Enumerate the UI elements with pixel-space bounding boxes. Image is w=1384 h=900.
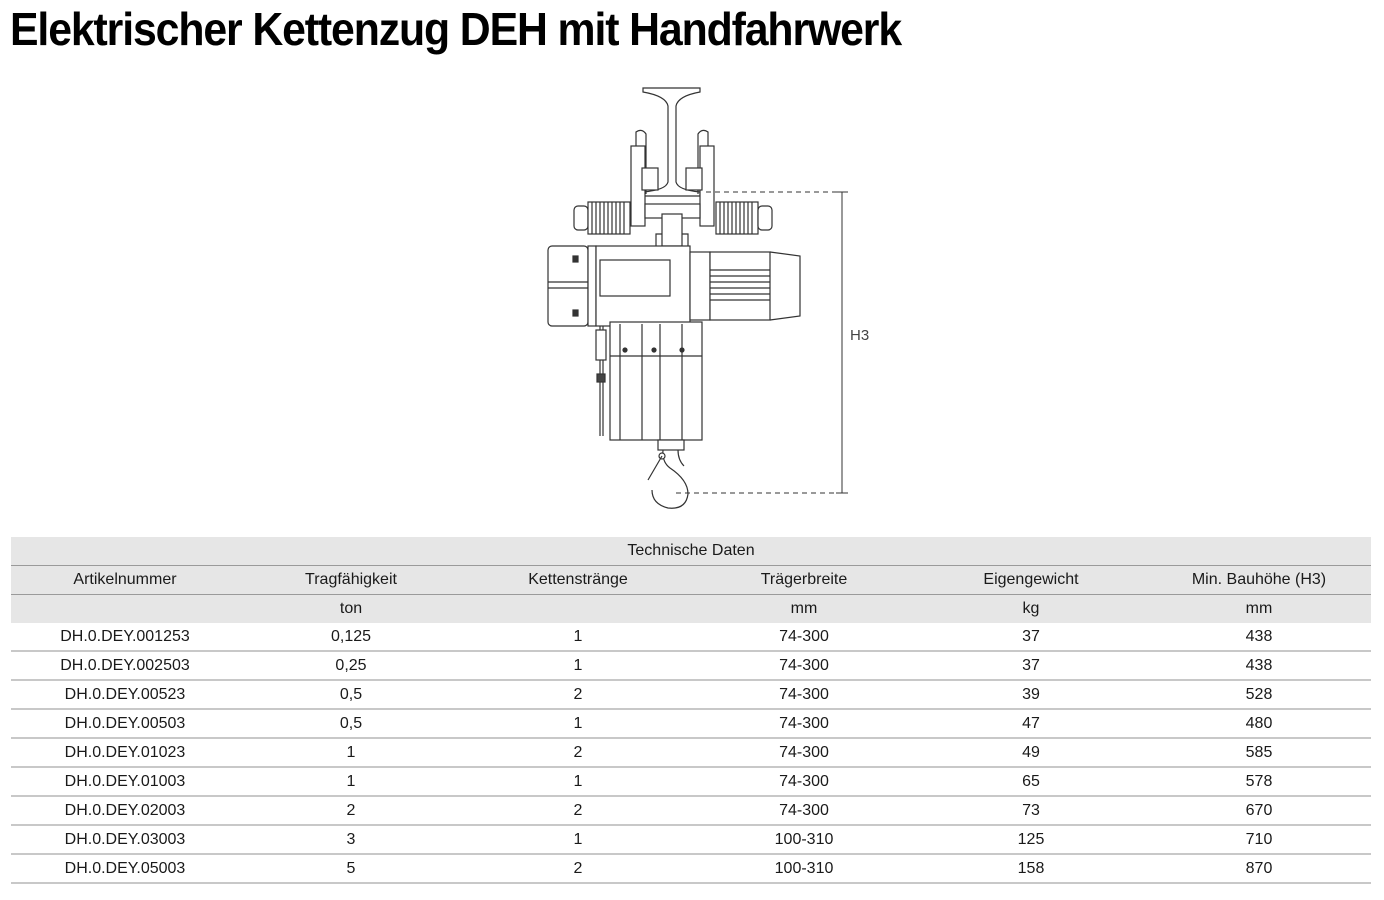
unit-min-bauhoehe: mm	[1147, 595, 1371, 624]
cell-eigengewicht: 39	[915, 680, 1147, 709]
cell-traegerbreite: 74-300	[693, 623, 915, 651]
table-row	[11, 738, 1371, 767]
column-header-tragfaehigkeit: Tragfähigkeit	[239, 566, 463, 595]
table-row	[11, 825, 1371, 854]
cell-eigengewicht: 73	[915, 796, 1147, 825]
cell-traegerbreite: 74-300	[693, 680, 915, 709]
technical-data-table	[11, 537, 1371, 884]
unit-eigengewicht: kg	[915, 595, 1147, 624]
cell-traegerbreite: 74-300	[693, 709, 915, 738]
cell-tragfaehigkeit: 0,25	[239, 651, 463, 680]
cell-artikelnummer: DH.0.DEY.05003	[11, 854, 239, 883]
cell-min-bauhoehe: 528	[1147, 680, 1371, 709]
cell-traegerbreite: 100-310	[693, 854, 915, 883]
cell-min-bauhoehe: 585	[1147, 738, 1371, 767]
cell-artikelnummer: DH.0.DEY.00503	[11, 709, 239, 738]
cell-eigengewicht: 47	[915, 709, 1147, 738]
cell-min-bauhoehe: 438	[1147, 623, 1371, 651]
cell-kettenstraenge: 1	[463, 651, 693, 680]
cell-min-bauhoehe: 710	[1147, 825, 1371, 854]
table-row	[11, 680, 1371, 709]
cell-kettenstraenge: 2	[463, 854, 693, 883]
unit-artikelnummer	[11, 595, 239, 624]
cell-tragfaehigkeit: 3	[239, 825, 463, 854]
cell-min-bauhoehe: 870	[1147, 854, 1371, 883]
cell-artikelnummer: DH.0.DEY.02003	[11, 796, 239, 825]
cell-kettenstraenge: 2	[463, 738, 693, 767]
cell-artikelnummer: DH.0.DEY.001253	[11, 623, 239, 651]
chain-hoist-drawing	[530, 84, 890, 514]
cell-kettenstraenge: 1	[463, 825, 693, 854]
cell-kettenstraenge: 1	[463, 709, 693, 738]
cell-traegerbreite: 74-300	[693, 651, 915, 680]
cell-kettenstraenge: 1	[463, 767, 693, 796]
cell-min-bauhoehe: 480	[1147, 709, 1371, 738]
unit-kettenstraenge	[463, 595, 693, 624]
column-header-eigengewicht: Eigengewicht	[915, 566, 1147, 595]
dimension-label-h3: H3	[850, 327, 870, 344]
table-row	[11, 854, 1371, 883]
cell-artikelnummer: DH.0.DEY.01023	[11, 738, 239, 767]
column-header-min-bauhoehe: Min. Bauhöhe (H3)	[1147, 566, 1371, 595]
cell-min-bauhoehe: 578	[1147, 767, 1371, 796]
table-row	[11, 709, 1371, 738]
cell-min-bauhoehe: 438	[1147, 651, 1371, 680]
cell-eigengewicht: 37	[915, 651, 1147, 680]
page-title: Elektrischer Kettenzug DEH mit Handfahrwerk	[10, 3, 902, 55]
trolley-wheel-right-icon	[716, 202, 772, 234]
table-caption: Technische Daten	[11, 537, 1371, 566]
table-row	[11, 651, 1371, 680]
cell-traegerbreite: 74-300	[693, 738, 915, 767]
cell-kettenstraenge: 1	[463, 623, 693, 651]
cell-tragfaehigkeit: 2	[239, 796, 463, 825]
cell-traegerbreite: 74-300	[693, 796, 915, 825]
table-row	[11, 796, 1371, 825]
table-row	[11, 767, 1371, 796]
cell-kettenstraenge: 2	[463, 796, 693, 825]
cell-tragfaehigkeit: 5	[239, 854, 463, 883]
cell-tragfaehigkeit: 1	[239, 767, 463, 796]
cell-eigengewicht: 49	[915, 738, 1147, 767]
cell-artikelnummer: DH.0.DEY.01003	[11, 767, 239, 796]
cell-tragfaehigkeit: 0,5	[239, 680, 463, 709]
cell-artikelnummer: DH.0.DEY.002503	[11, 651, 239, 680]
column-header-kettenstraenge: Kettenstränge	[463, 566, 693, 595]
table-row	[11, 623, 1371, 651]
cell-eigengewicht: 37	[915, 623, 1147, 651]
cell-eigengewicht: 158	[915, 854, 1147, 883]
cell-min-bauhoehe: 670	[1147, 796, 1371, 825]
trolley-wheel-left-icon	[574, 202, 630, 234]
hook-icon	[648, 440, 688, 508]
cell-eigengewicht: 125	[915, 825, 1147, 854]
column-header-artikelnummer: Artikelnummer	[11, 566, 239, 595]
cell-kettenstraenge: 2	[463, 680, 693, 709]
cell-artikelnummer: DH.0.DEY.00523	[11, 680, 239, 709]
cell-traegerbreite: 100-310	[693, 825, 915, 854]
cell-artikelnummer: DH.0.DEY.03003	[11, 825, 239, 854]
cell-tragfaehigkeit: 0,125	[239, 623, 463, 651]
cell-tragfaehigkeit: 0,5	[239, 709, 463, 738]
column-header-traegerbreite: Trägerbreite	[693, 566, 915, 595]
cell-tragfaehigkeit: 1	[239, 738, 463, 767]
cell-eigengewicht: 65	[915, 767, 1147, 796]
cell-traegerbreite: 74-300	[693, 767, 915, 796]
unit-traegerbreite: mm	[693, 595, 915, 624]
unit-tragfaehigkeit: ton	[239, 595, 463, 624]
